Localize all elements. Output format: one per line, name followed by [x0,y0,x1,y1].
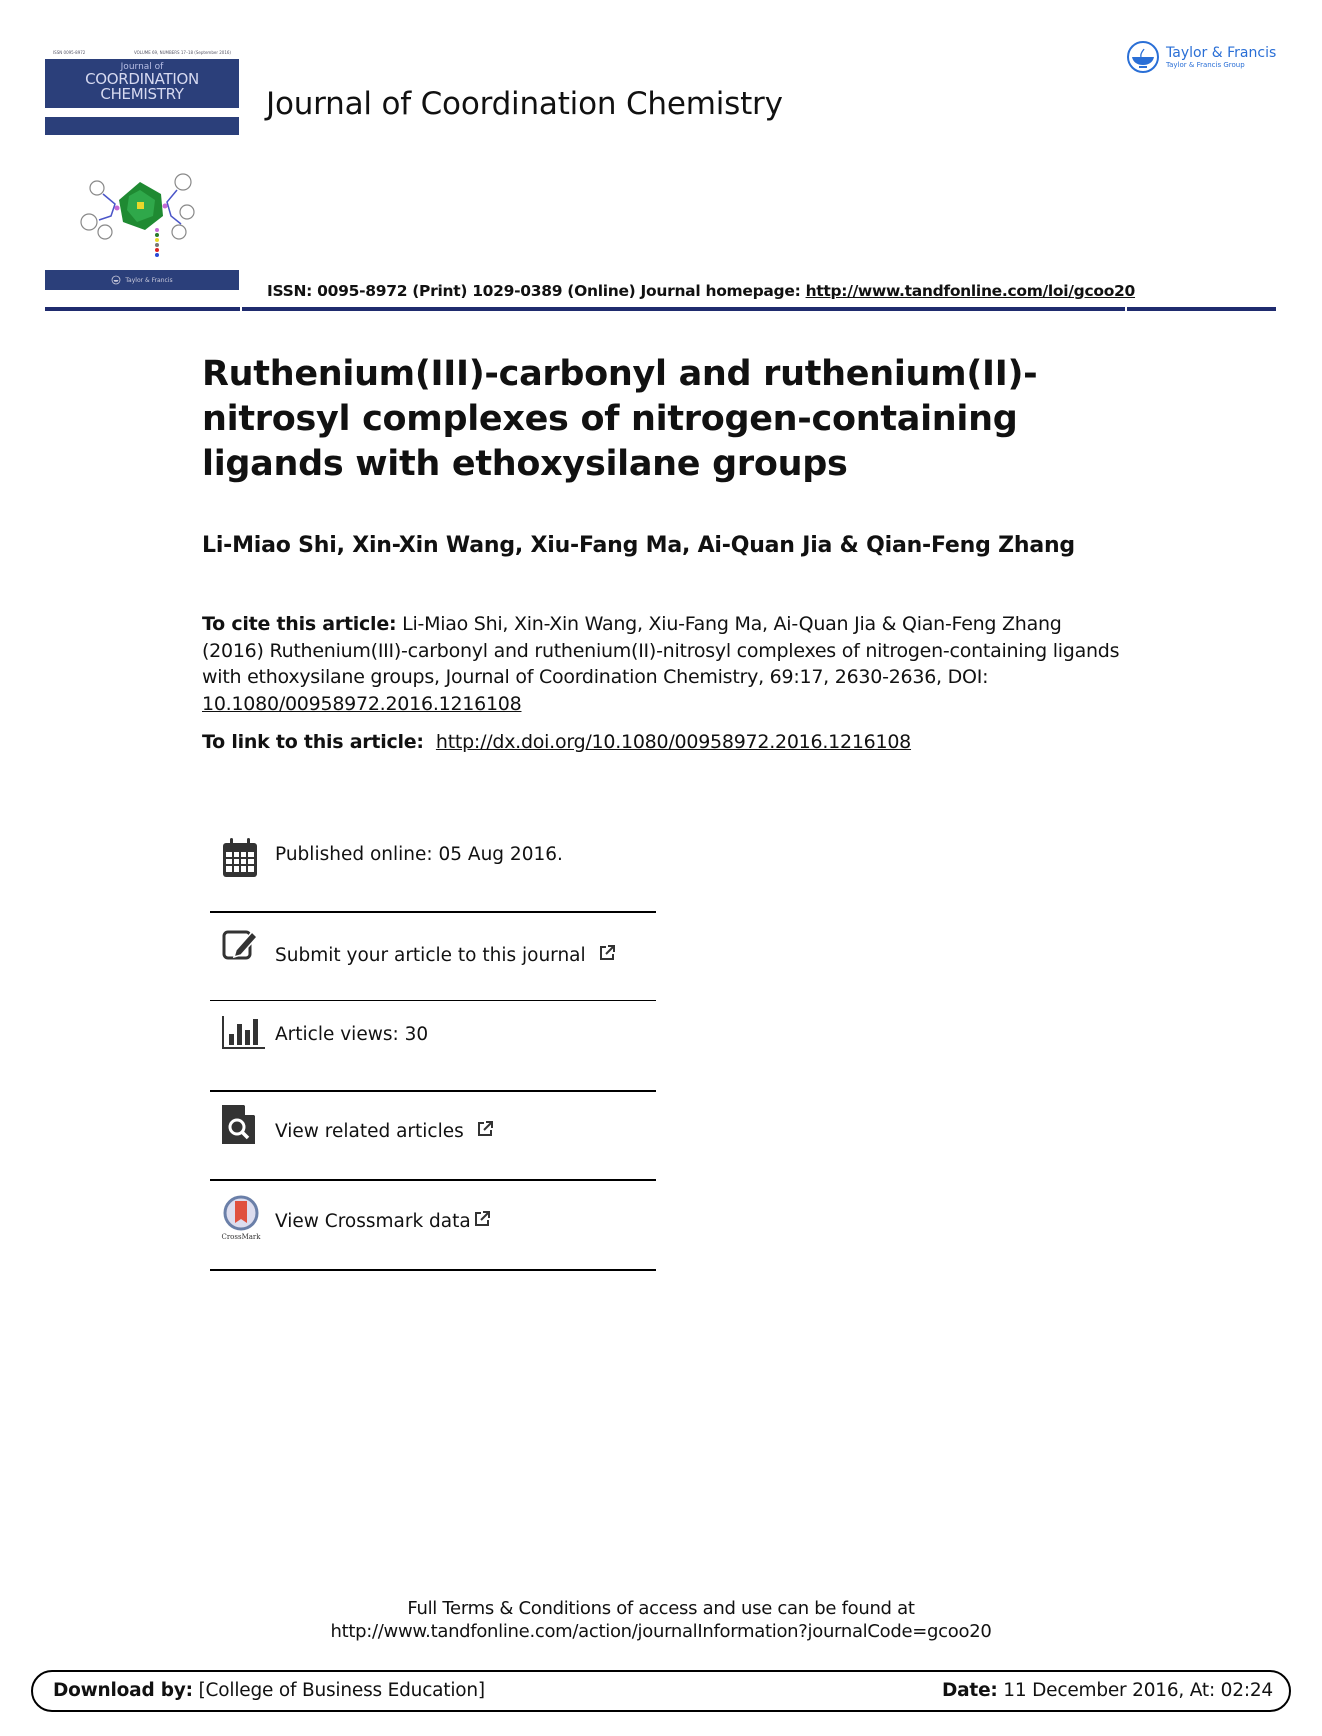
cover-title-line1: COORDINATION [85,70,199,88]
article-link-line [202,731,911,753]
issn-text: ISSN: 0095-8972 (Print) 1029-0389 (Online) Journal homepage: [267,282,806,300]
cite-text: Li-Miao Shi, Xin-Xin Wang, Xiu-Fang Ma, Ai-Quan Jia & Qian-Feng Zhang (2016) Ruthenium(III)-carbonyl and ruthenium(II)-nitrosyl complexes of nitrogen-containing ligands with ethoxysilane groups, Journal of Coordination Chemistry, 69:17, 2630-2636, DOI: [202,613,1120,688]
cite-doi-link[interactable]: 10.1080/00958972.2016.1216108 [202,692,522,715]
related-articles-text: View related articles [275,1121,464,1142]
published-online-row [210,838,656,927]
calendar-icon [222,838,258,878]
header-rule-right [1127,307,1276,311]
bar-chart-icon [222,1016,266,1050]
cover-title-line2: CHEMISTRY [100,85,184,103]
link-label: To link to this article: [202,731,431,753]
meta-divider [210,911,656,913]
cover-publisher-band [45,270,239,290]
article-title: Ruthenium(III)-carbonyl and ruthenium(II)-nitrosyl complexes of nitrogen-containing ligands with ethoxysilane groups [202,354,1038,484]
tf-small-logo-icon [111,275,121,285]
published-online-text: Published online: 05 Aug 2016. [275,844,563,865]
external-link-icon [598,944,616,962]
date-label: Date: [941,1680,998,1701]
molecule-illustration-icon [75,160,205,260]
terms-line1: Full Terms & Conditions of access and use can be found at [407,1598,915,1619]
download-date [942,1680,1273,1701]
cite-label: To cite this article: [202,613,397,635]
terms-url[interactable]: http://www.tandfonline.com/action/journalInformation?journalCode=gcoo20 [330,1621,992,1642]
cover-editor-band [45,117,239,135]
download-label: Download by: [53,1680,193,1701]
edit-pencil-icon [222,926,258,966]
submit-article-link[interactable] [275,944,616,966]
meta-divider [210,1000,656,1001]
download-by [53,1680,485,1701]
download-info-box [31,1670,1291,1712]
meta-divider [210,1090,656,1092]
publisher-logo[interactable] [1126,40,1276,74]
related-articles-link[interactable] [275,1120,494,1142]
header-rule-center [242,307,1125,311]
citation-block [202,611,1122,717]
article-authors: Li-Miao Shi, Xin-Xin Wang, Xiu-Fang Ma, Ai-Quan Jia & Qian-Feng Zhang [202,533,1075,558]
cover-volume: VOLUME 69, NUMBERS 17–18 (September 2016) [133,50,231,55]
publisher-name: Taylor & Francis [1166,44,1277,61]
taylor-francis-lamp-icon [1126,40,1160,74]
crossmark-link[interactable] [275,1210,491,1232]
download-value: [College of Business Education] [192,1680,485,1701]
crossmark-logo [220,1195,262,1241]
submit-article-text: Submit your article to this journal [275,945,586,966]
cover-journal-of: Journal of [120,62,164,72]
issn-line [267,282,1135,300]
cover-publisher: Taylor & Francis [125,276,173,284]
document-search-icon [222,1105,256,1145]
article-doi-link[interactable]: http://dx.doi.org/10.1080/00958972.2016.1216108 [435,731,912,753]
crossmark-text: View Crossmark data [275,1211,471,1232]
header-rule-left [45,307,240,311]
crossmark-logo-text: CrossMark [221,1233,261,1241]
cover-title-band [45,59,239,108]
journal-title: Journal of Coordination Chemistry [266,86,783,122]
submit-article-row[interactable] [210,926,656,1015]
external-link-icon [473,1210,491,1228]
date-value: 11 December 2016, At: 02:24 [997,1680,1273,1701]
crossmark-icon [223,1195,259,1231]
meta-divider [210,1269,656,1271]
terms-conditions [0,1597,1322,1643]
publisher-group: Taylor & Francis Group [1166,60,1245,69]
meta-divider [210,1179,656,1181]
journal-cover [45,48,239,293]
cover-issn: ISSN 0095-8972 [53,50,86,55]
journal-homepage-link[interactable]: http://www.tandfonline.com/loi/gcoo20 [805,282,1136,300]
cover-top-line [45,50,239,55]
article-views-text: Article views: 30 [275,1024,429,1045]
external-link-icon [476,1120,494,1138]
